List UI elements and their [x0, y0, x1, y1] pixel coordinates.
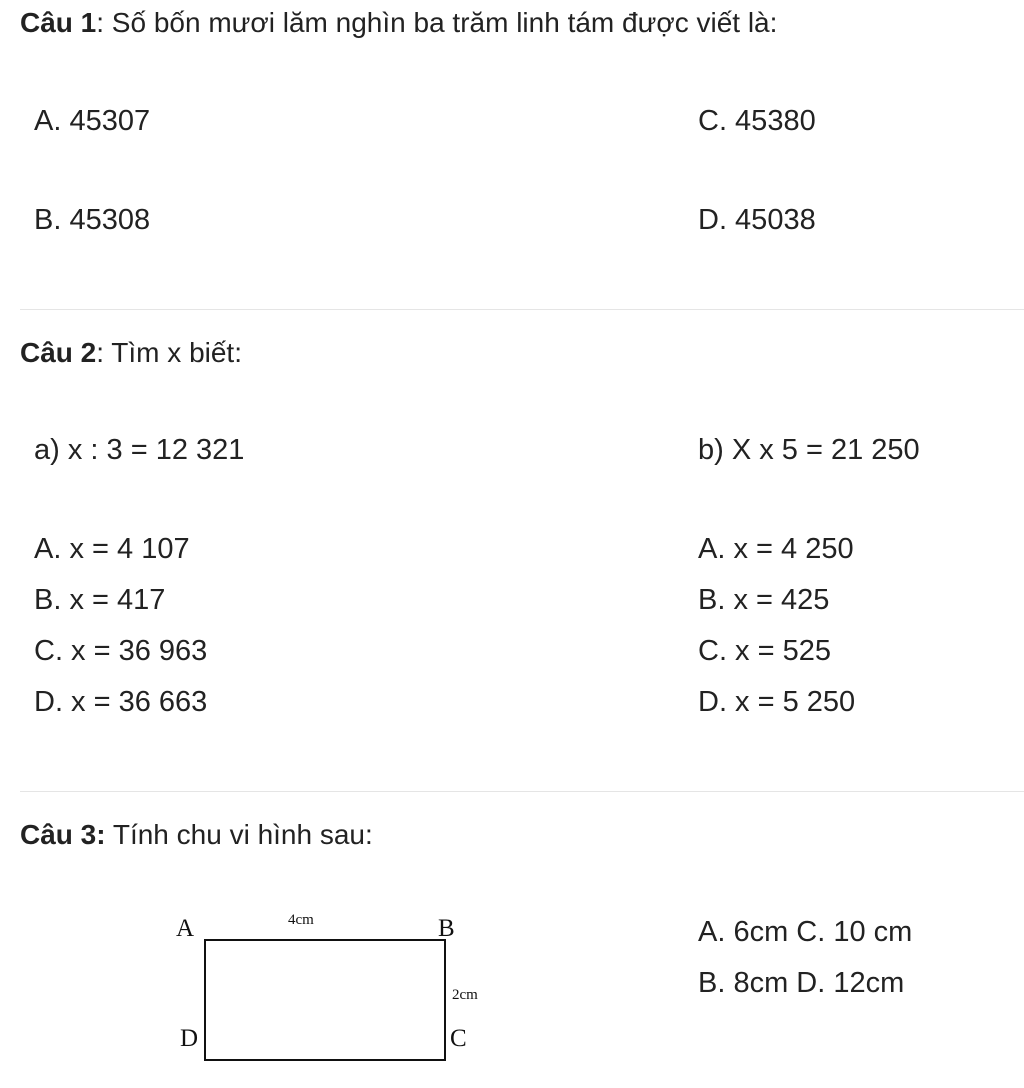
q1-option-b[interactable]: B. 45308: [34, 204, 151, 236]
corner-label-b: B: [438, 915, 455, 942]
question-1-text: : Số bốn mươi lăm nghìn ba trăm linh tám được viết là:: [96, 7, 778, 38]
q2a-option-c[interactable]: C. x = 36 963: [34, 635, 208, 667]
q1-option-c[interactable]: C. 45380: [698, 105, 816, 137]
question-2-text: : Tìm x biết:: [96, 337, 242, 368]
q2a-option-d[interactable]: D. x = 36 663: [34, 686, 208, 718]
question-1-title: [20, 6, 777, 40]
question-1-label: Câu 1: [20, 7, 97, 38]
q2b-option-b[interactable]: B. x = 425: [698, 584, 830, 616]
q2a-option-b[interactable]: B. x = 417: [34, 584, 166, 616]
question-3-title: [20, 818, 373, 852]
q2-part-a-equation: a) x : 3 = 12 321: [34, 434, 245, 466]
rectangle-outline: [205, 940, 445, 1060]
q3-options-row-1[interactable]: A. 6cm C. 10 cm: [698, 916, 913, 948]
q2b-option-c[interactable]: C. x = 525: [698, 635, 831, 667]
question-3-text: Tính chu vi hình sau:: [105, 819, 373, 850]
rectangle-figure: [160, 895, 500, 1075]
divider-2: [20, 791, 1024, 792]
q2-part-b-equation: b) X x 5 = 21 250: [698, 434, 920, 466]
question-2-label: Câu 2: [20, 337, 97, 368]
divider-1: [20, 309, 1024, 310]
q2b-option-a[interactable]: A. x = 4 250: [698, 533, 854, 565]
q1-option-a[interactable]: A. 45307: [34, 105, 151, 137]
question-3-label: Câu 3:: [20, 819, 106, 850]
q1-option-d[interactable]: D. 45038: [698, 204, 816, 236]
q2a-option-a[interactable]: A. x = 4 107: [34, 533, 190, 565]
q3-options-row-2[interactable]: B. 8cm D. 12cm: [698, 967, 905, 999]
q2b-option-d[interactable]: D. x = 5 250: [698, 686, 856, 718]
corner-label-d: D: [180, 1025, 199, 1052]
question-2-title: [20, 336, 242, 370]
corner-label-a: A: [176, 915, 195, 942]
top-length-label: 4cm: [288, 912, 314, 928]
corner-label-c: C: [450, 1025, 467, 1052]
side-length-label: 2cm: [452, 987, 478, 1003]
